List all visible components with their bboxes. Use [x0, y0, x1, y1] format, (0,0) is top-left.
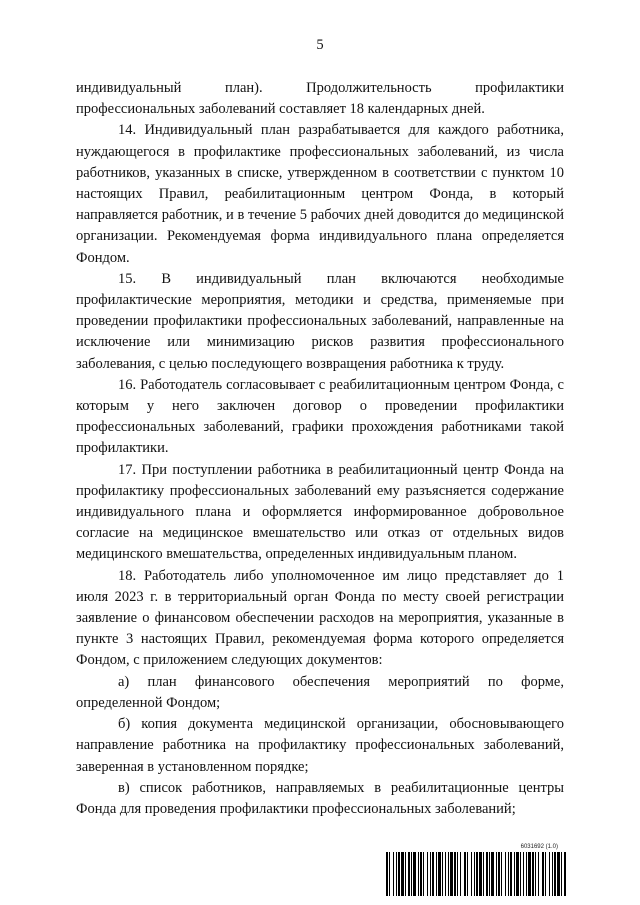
paragraph-14: 14. Индивидуальный план разрабатывается для каждого работника, нуждающегося в профилактике профессиональных заболеваний, из числа работников, указанных в списке, утвержденном в соответствии с пунктом 10 настоящих Правил, реабилитационным центром Фонда, в который направляется работник, и в течение 5 рабочих дней доводится до медицинской организации. Рекомендуемая форма индивидуального плана определяется Фондом.: [76, 122, 564, 266]
barcode-icon: [386, 852, 566, 896]
paragraph-continuation: индивидуальный план). Продолжительность профилактики профессиональных заболеваний составляет 18 календарных дней.: [76, 80, 564, 118]
list-item-a: а) план финансового обеспечения мероприятий по форме, определенной Фондом;: [76, 673, 564, 711]
barcode-id: 6031692 (1.0): [520, 844, 558, 850]
paragraph-16: 16. Работодатель согласовывает с реабилитационным центром Фонда, с которым у него заключен договор о проведении профилактики профессиональных заболеваний, графики прохождения работниками такой профилактики.: [76, 376, 564, 457]
paragraph-18: 18. Работодатель либо уполномоченное им лицо представляет до 1 июля 2023 г. в территориальный орган Фонда по месту своей регистрации заявление о финансовом обеспечении расходов на мероприятия, указанные в пункте 3 настоящих Правил, рекомендуемая форма которого определяется Фондом, с приложением следующих документов:: [76, 567, 564, 669]
list-item-c: в) список работников, направляемых в реабилитационные центры Фонда для проведения профилактики профессиональных заболеваний;: [76, 779, 564, 817]
paragraph-15: 15. В индивидуальный план включаются необходимые профилактические мероприятия, методики и средства, применяемые при проведении профилактики профессиональных заболеваний, направленные на исключение или минимизацию рисков развития профессионального заболевания, с целью последующего возвращения работника к труду.: [76, 270, 564, 372]
paragraph-17: 17. При поступлении работника в реабилитационный центр Фонда на профилактику профессиональных заболеваний ему разъясняется содержание индивидуального плана и оформляется информированное добровольное согласие на медицинское вмешательство или отказ от отдельных видов медицинского вмешательства, определенных индивидуальным планом.: [76, 461, 564, 563]
document-barcode: [386, 844, 566, 896]
page-number: 5: [316, 37, 324, 53]
body-text: [76, 78, 564, 820]
list-item-b: б) копия документа медицинской организации, обосновывающего направление работника на профилактику профессиональных заболеваний, заверенная в установленном порядке;: [76, 716, 564, 775]
